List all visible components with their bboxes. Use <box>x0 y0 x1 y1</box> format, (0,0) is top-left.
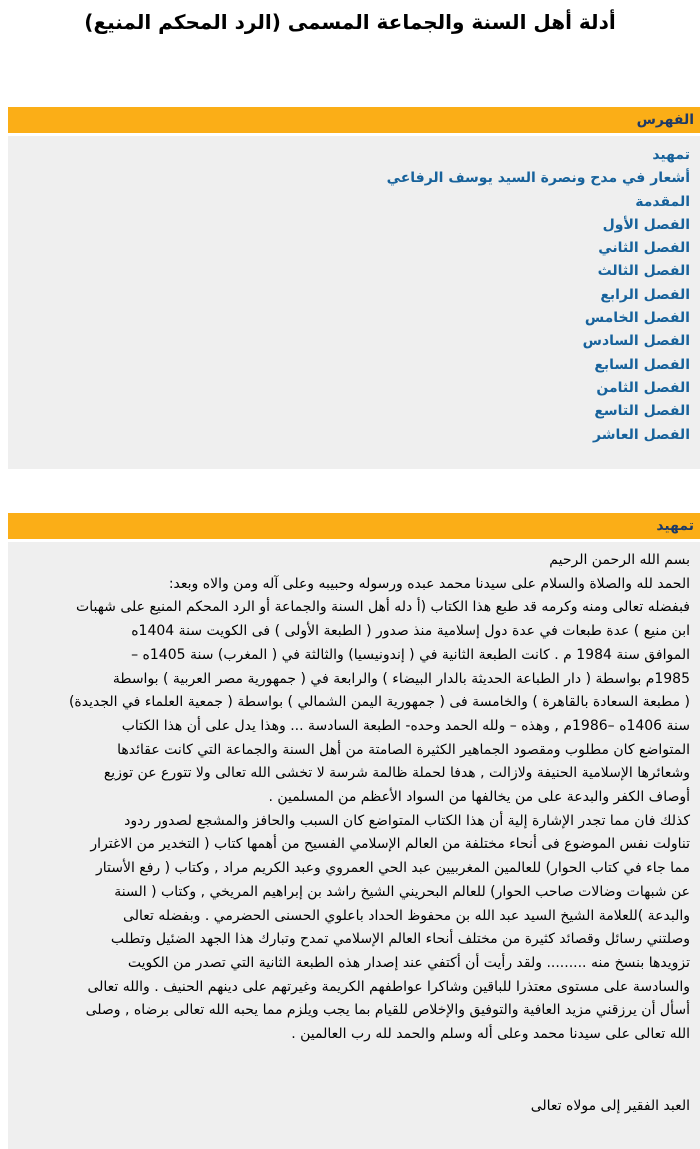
toc-item[interactable]: الفصل الأول <box>602 216 690 233</box>
body-line: فبفضله تعالى ومنه وكرمه قد طبع هذا الكتاب (أ دله أهل السنة والجماعة أو الرد المحكم المنيع على شهبات <box>76 599 690 616</box>
body-line: 1985م بواسطة ( دار الطباعة الحديثة بالدار البيضاء ) والرابعة في ( جمهورية مصر العربية ) بواسطة <box>112 670 690 687</box>
body-line: الحمد لله والصلاة والسلام على سيدنا محمد عبده ورسوله وحبيبه وعلى آله ومن والاه وبعد: <box>168 575 690 592</box>
intro-paragraph-lines <box>16 549 690 1047</box>
toc-item[interactable]: الفصل العاشر <box>593 426 690 443</box>
body-line: مما جاء في كتاب الحوار) للعالمين المغربيين عبد الحي العمروي وعبد الكريم مراد , وكتاب ( رفع الأستار <box>95 860 690 877</box>
toc-item[interactable]: الفصل الثاني <box>598 240 690 257</box>
body-line: بسم الله الرحمن الرحيم <box>549 552 690 568</box>
toc-header-label: الفهرس <box>636 112 694 128</box>
body-line: وشعائرها الإسلامية الحنيفة ولازالت , هدفا لحملة ظالمة شرسة لا تخشى الله تعالى ولا تتورع عن توزيع <box>103 765 690 782</box>
body-line: المتواضع كان مطلوب ومقصود الجماهير الكثيرة الصامتة من أهل السنة والجماعة التي كانت عقائدها <box>117 741 690 758</box>
toc-item[interactable]: أشعار في مدح ونصرة السيد يوسف الرفاعي <box>386 170 690 187</box>
toc-list <box>8 136 700 469</box>
body-line: أوصاف الكفر والبدعة على من يخالفها من السواد الأعظم من المسلمين . <box>268 789 690 806</box>
toc-item[interactable]: الفصل السابع <box>594 356 690 373</box>
toc-item[interactable]: الفصل الرابع <box>600 286 690 303</box>
intro-body <box>8 542 700 1149</box>
body-line: والسادسة على مستوى معتذرا للباقين وشاكرا عواطفهم الكريمة وغيرتهم على دينهم الحنيف . والله تعالى <box>87 978 690 995</box>
signature-line: العبد الفقير إلى مولاه تعالى <box>530 1097 690 1114</box>
toc-item[interactable]: المقدمة <box>635 193 690 210</box>
toc-section <box>8 107 700 469</box>
intro-header-bar <box>8 513 700 539</box>
toc-item[interactable]: الفصل التاسع <box>594 403 690 420</box>
body-line: وصلتني رسائل وقصائد كثيرة من مختلف أنحاء العالم الإسلامي تمدح وتبارك هذا الجهد الضئيل وتطلب <box>110 931 690 948</box>
toc-item[interactable]: الفصل الثامن <box>596 379 690 396</box>
body-line: والبدعة )للعلامة الشيخ السيد عبد الله بن محفوظ الحداد باعلوي الحسنى الحضرمي . وبفضله تعالى <box>123 907 690 924</box>
toc-header-bar <box>8 107 700 133</box>
toc-item[interactable]: الفصل الخامس <box>584 310 690 327</box>
body-line: تزويدها بنسخ منه ......... ولقد رأيت أن أكتفي عند إصدار هذه الطبعة الثانية التي تصدر من الكويت <box>127 954 690 971</box>
intro-section <box>8 513 700 1149</box>
body-line: أسأل أن يرزقني مزيد العافية والتوفيق والإخلاص للقيام بما يجب ويلزم مما يحبه الله تعالى برضاه , وصلى <box>85 1002 690 1019</box>
toc-item[interactable]: الفصل الثالث <box>597 263 690 280</box>
toc-item[interactable]: الفصل السادس <box>582 333 690 350</box>
body-line: الله تعالى على سيدنا محمد وعلى أله وسلم والحمد لله رب العالمين . <box>291 1026 690 1043</box>
page-title: أدلة أهل السنة والجماعة المسمى (الرد المحكم المنيع) <box>84 10 616 34</box>
body-line: ابن منيع ) عدة طبعات في عدة دول إسلامية منذ صدور ( الطبعة الأولى ) فى الكويت سنة 1404ه <box>131 623 690 640</box>
body-line: ( مطبعة السعادة بالقاهرة ) والخامسة فى ( جمهورية اليمن الشمالي ) بواسطة ( جمعية العلماء في الجديدة) <box>68 694 690 711</box>
body-line: تناولت نفس الموضوع فى أنحاء مختلفة من العالم الإسلامي الفسيح من أهمها كتاب ( التخدير من الاغترار <box>90 836 690 853</box>
body-line: سنة 1406ه –1986م , وهذه – ولله الحمد وحده- الطبعة السادسة ... وهذا يدل على أن هذا الكتاب <box>121 717 690 734</box>
toc-item[interactable]: تمهيد <box>652 147 690 163</box>
body-line: الموافق سنة 1984 م . كانت الطبعة الثانية في ( إندونيسيا) والثالثة في ( المغرب) سنة 1405ه – <box>131 646 690 663</box>
body-line: عن شبهات وضالات صاحب الحوار) للعالم البحريني الشيخ راشد بن إبراهيم المريخي , وكتاب ( السنة <box>114 883 690 900</box>
body-line: كذلك فان مما تجدر الإشارة إلية أن هذا الكتاب المتواضع كان السبب والحافز والمشجع لصدور ردود <box>124 812 690 829</box>
intro-header-label: تمهيد <box>656 518 694 534</box>
